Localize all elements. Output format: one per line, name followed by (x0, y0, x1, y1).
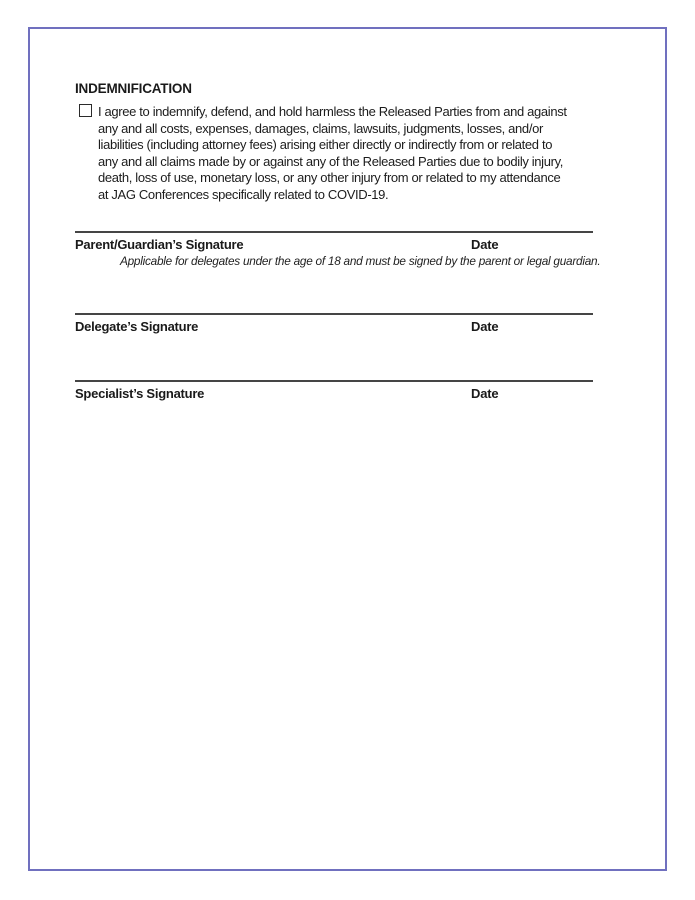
parent-guardian-signature-label: Parent/Guardian’s Signature (75, 237, 244, 252)
delegate-date-label: Date (471, 319, 499, 334)
specialist-signature-label: Specialist’s Signature (75, 386, 205, 401)
delegate-signature-line[interactable] (75, 313, 593, 315)
specialist-signature-line[interactable] (75, 380, 593, 382)
delegate-signature-label: Delegate’s Signature (75, 319, 199, 334)
paragraph-line: at JAG Conferences specifically related to COVID-19. (98, 186, 389, 202)
parent-guardian-signature-line[interactable] (75, 231, 593, 233)
indemnification-agree-checkbox[interactable] (79, 104, 92, 117)
parent-guardian-date-label: Date (471, 237, 499, 252)
specialist-date-label: Date (471, 386, 499, 401)
paragraph-line: I agree to indemnify, defend, and hold harmless the Released Parties from and against (98, 104, 567, 119)
paragraph-line: any and all claims made by or against any of the Released Parties due to bodily injury, (98, 153, 564, 169)
paragraph-line: liabilities (including attorney fees) arising either directly or indirectly from or related to (98, 137, 553, 153)
paragraph-line: death, loss of use, monetary loss, or any other injury from or related to my attendance (98, 170, 561, 186)
indemnification-paragraph (98, 104, 618, 204)
parent-guardian-signature-note: Applicable for delegates under the age of 18 and must be signed by the parent or legal guardian. (120, 254, 601, 268)
paragraph-line: any and all costs, expenses, damages, claims, lawsuits, judgments, losses, and/or (98, 120, 543, 136)
section-heading-indemnification: INDEMNIFICATION (75, 81, 192, 96)
